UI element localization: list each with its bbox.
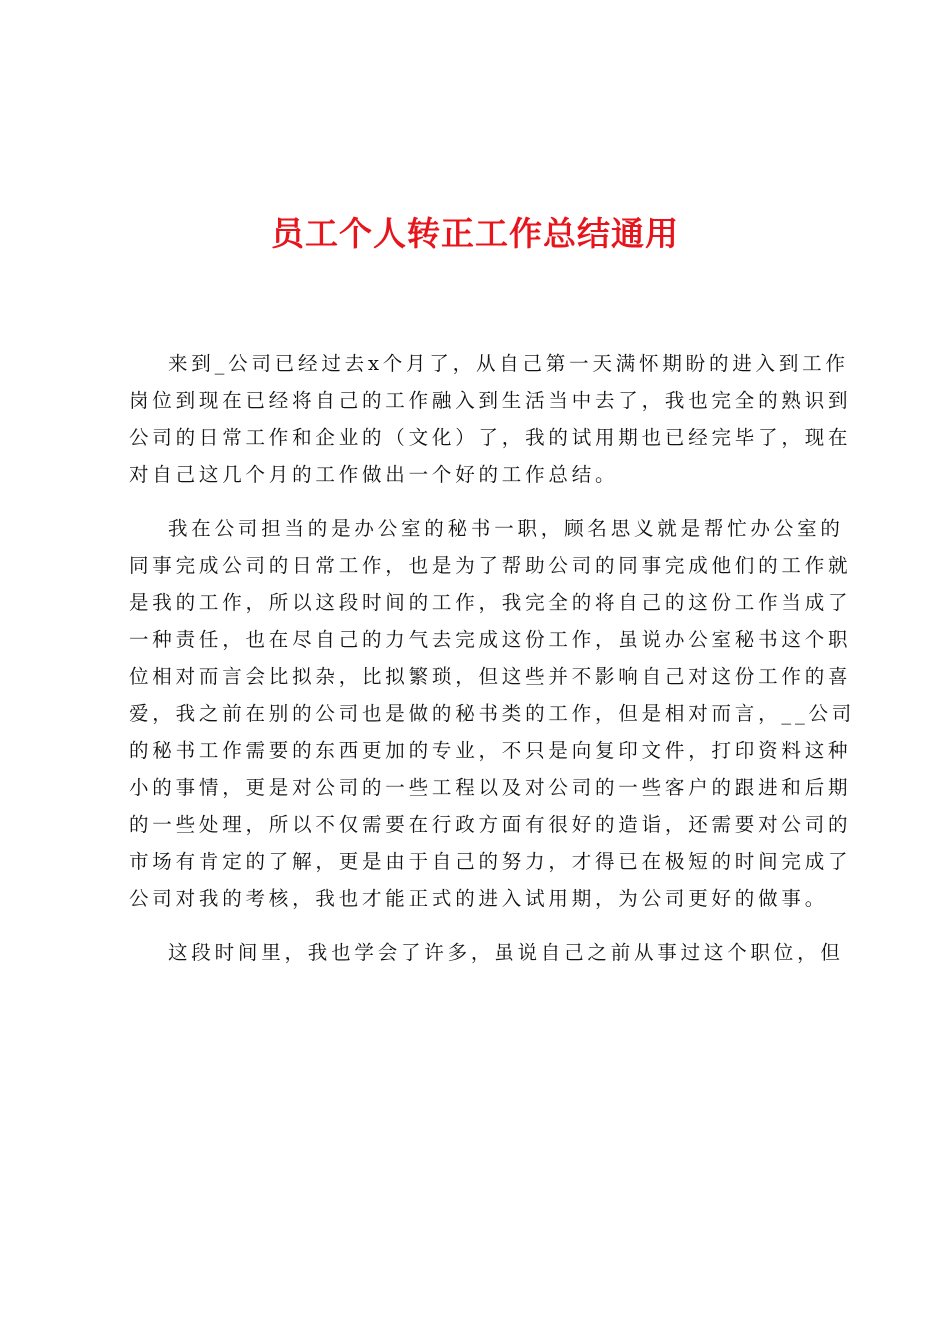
paragraph-line: 对自己这几个月的工作做出一个好的工作总结。: [129, 463, 619, 486]
paragraph-line: 是我的工作，所以这段时间的工作，我完全的将自己的这份工作当成了: [129, 591, 852, 614]
paragraph-line: 来到_公司已经过去x个月了，从自己第一天满怀期盼的进入到工作: [168, 352, 849, 375]
paragraph-line: 同事完成公司的日常工作，也是为了帮助公司的同事完成他们的工作就: [129, 554, 852, 577]
paragraph-line: 位相对而言会比拟杂，比拟繁琐，但这些并不影响自己对这份工作的喜: [129, 665, 852, 688]
paragraph-line: 爱，我之前在别的公司也是做的秘书类的工作，但是相对而言，__公司: [129, 702, 856, 725]
document-body: [129, 345, 856, 988]
paragraph-line: 这段时间里，我也学会了许多，虽说自己之前从事过这个职位，但: [168, 941, 844, 964]
paragraph-2: [129, 510, 856, 917]
paragraph-line: 市场有肯定的了解，更是由于自己的努力，才得已在极短的时间完成了: [129, 850, 852, 873]
paragraph-line: 小的事情，更是对公司的一些工程以及对公司的一些客户的跟进和后期: [129, 776, 852, 799]
paragraph-1: [129, 345, 852, 493]
paragraph-line: 一种责任，也在尽自己的力气去完成这份工作，虽说办公室秘书这个职: [129, 628, 852, 651]
paragraph-line: 我在公司担当的是办公室的秘书一职，顾名思义就是帮忙办公室的: [168, 517, 844, 540]
paragraph-3: [129, 934, 844, 971]
paragraph-line: 公司对我的考核，我也才能正式的进入试用期，为公司更好的做事。: [129, 887, 829, 910]
paragraph-line: 公司的日常工作和企业的（文化）了，我的试用期也已经完毕了，现在: [129, 426, 852, 449]
document-title: 员工个人转正工作总结通用: [271, 214, 679, 253]
paragraph-line: 的秘书工作需要的东西更加的专业，不只是向复印文件，打印资料这种: [129, 739, 852, 762]
paragraph-line: 的一些处理，所以不仅需要在行政方面有很好的造诣，还需要对公司的: [129, 813, 852, 836]
paragraph-line: 岗位到现在已经将自己的工作融入到生活当中去了，我也完全的熟识到: [129, 389, 852, 412]
